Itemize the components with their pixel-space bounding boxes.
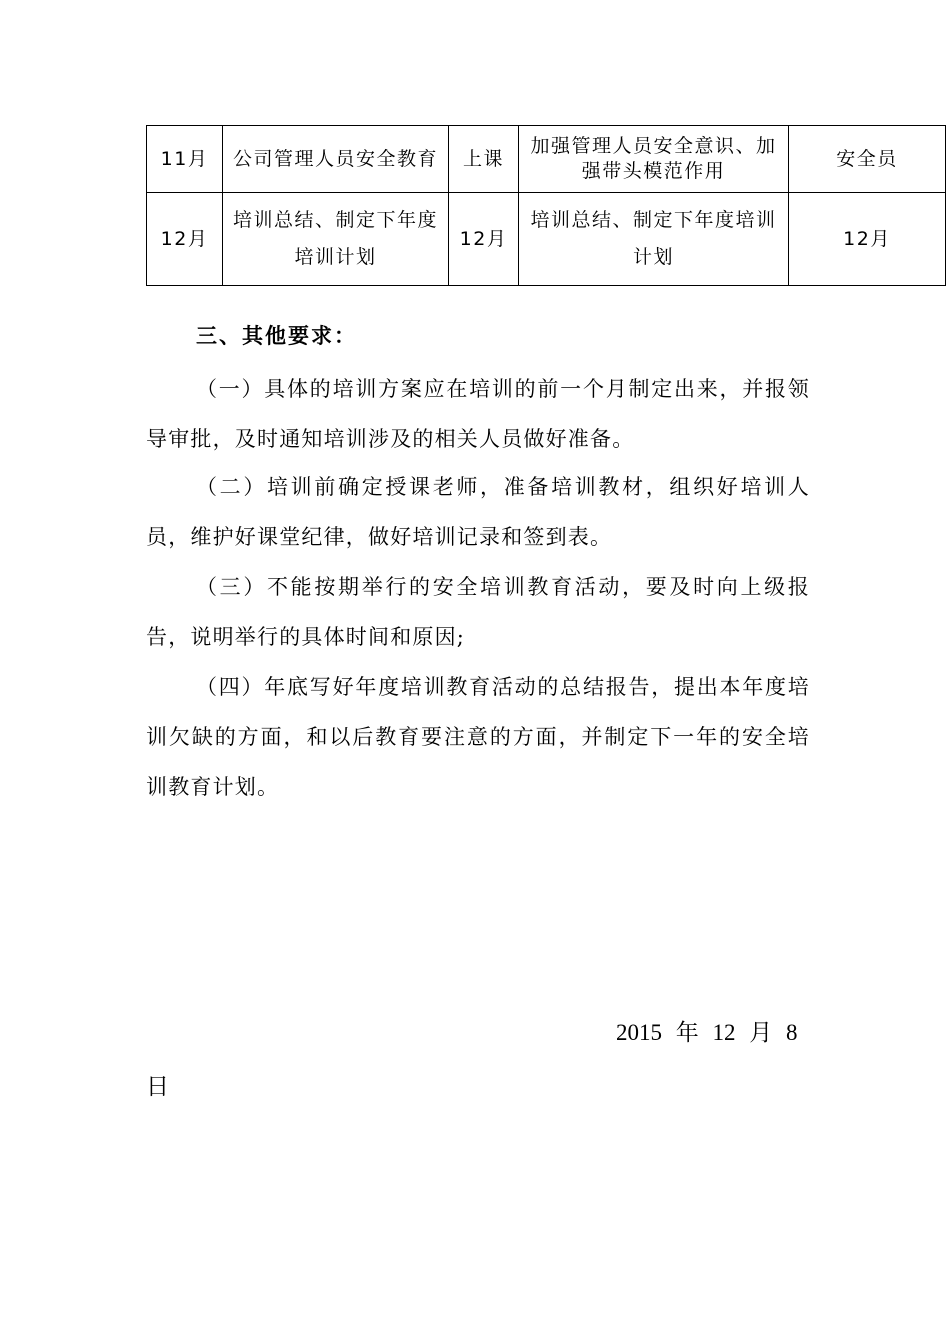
document-date: 2015 年 12 月 8 bbox=[616, 1020, 798, 1045]
section-heading: 三、其他要求： bbox=[196, 324, 357, 348]
requirement-paragraph-3: （三）不能按期举行的安全培训教育活动，要及时向上级报告，说明举行的具体时间和原因; bbox=[146, 575, 810, 649]
table-row bbox=[147, 193, 946, 286]
owner-cell: 12月 bbox=[789, 193, 946, 286]
goal-cell: 加强管理人员安全意识、加强带头模范作用 bbox=[519, 126, 789, 193]
training-plan-table bbox=[146, 125, 946, 286]
requirement-paragraph-2: （二）培训前确定授课老师，准备培训教材，组织好培训人员，维护好课堂纪律，做好培训记录和签到表。 bbox=[146, 475, 810, 549]
month-cell: 12月 bbox=[147, 193, 223, 286]
table-row bbox=[147, 126, 946, 193]
form-cell: 上课 bbox=[449, 126, 519, 193]
requirement-paragraph-1: （一）具体的培训方案应在培训的前一个月制定出来，并报领导审批，及时通知培训涉及的相关人员做好准备。 bbox=[146, 377, 810, 451]
content-cell: 公司管理人员安全教育 bbox=[223, 126, 449, 193]
requirement-paragraph-4: （四）年底写好年度培训教育活动的总结报告，提出本年度培训欠缺的方面，和以后教育要注意的方面，并制定下一年的安全培训教育计划。 bbox=[146, 675, 810, 799]
document-date-day-unit: 日 bbox=[146, 1074, 169, 1099]
content-cell: 培训总结、制定下年度培训计划 bbox=[223, 193, 449, 286]
month-cell: 11月 bbox=[147, 126, 223, 193]
form-cell: 12月 bbox=[449, 193, 519, 286]
owner-cell: 安全员 bbox=[789, 126, 946, 193]
goal-cell: 培训总结、制定下年度培训计划 bbox=[519, 193, 789, 286]
